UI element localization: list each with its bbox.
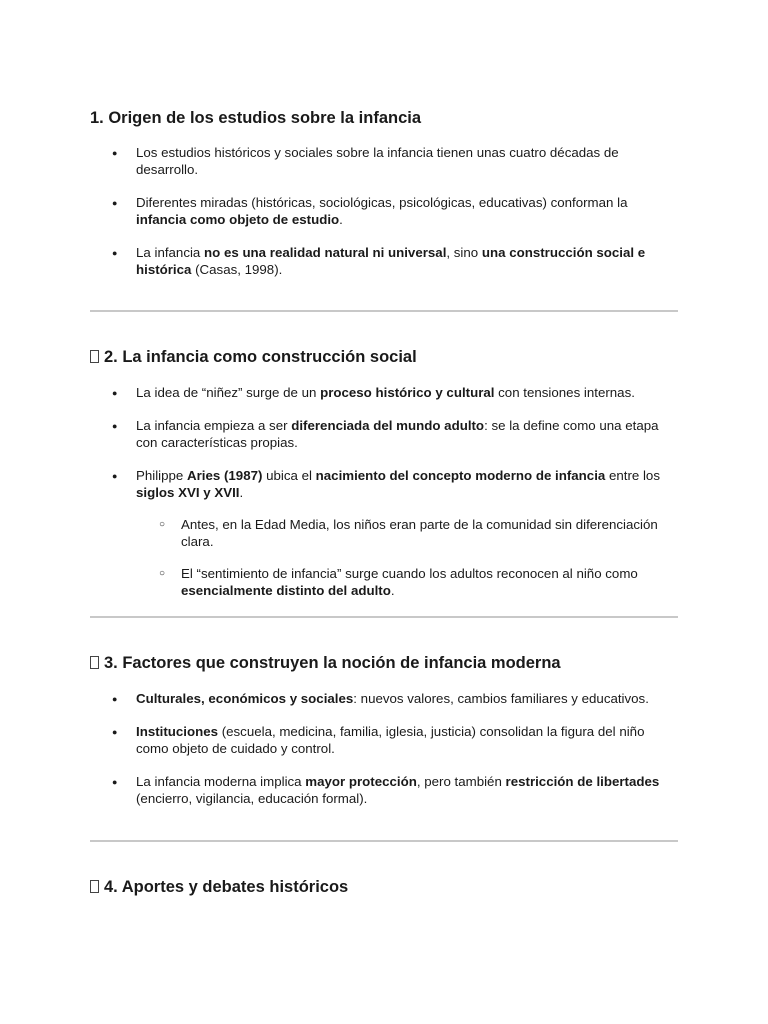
text-run: La idea de “niñez” surge de un — [136, 384, 321, 400]
missing-glyph-icon — [90, 350, 99, 363]
document-content — [90, 108, 678, 899]
section-construccion-social — [90, 347, 678, 599]
bold-text: mayor protección — [305, 774, 417, 790]
bullet-list — [90, 385, 678, 600]
bold-text: infancia como objeto de estudio — [136, 211, 340, 227]
text-run: entre los — [605, 468, 660, 484]
text-run: , sino — [446, 245, 482, 261]
bold-text: no es una realidad natural ni universal — [204, 245, 447, 261]
text-run: . — [339, 211, 343, 227]
list-item — [90, 385, 678, 402]
bullet-list — [90, 145, 678, 278]
text-run: La infancia — [136, 245, 205, 261]
text-run: , pero también — [416, 774, 506, 790]
text-run: La infancia empieza a ser — [136, 418, 292, 434]
text-run: : se la define como una etapa con características propias. — [136, 418, 659, 450]
section-factores — [90, 653, 678, 807]
bold-text: esencialmente distinto del adulto — [181, 582, 391, 598]
bold-text: diferenciada del mundo adulto — [291, 418, 485, 434]
list-item — [90, 245, 678, 278]
bold-text: Aries (1987) — [187, 468, 263, 484]
bold-text: una construcción social e histórica — [136, 245, 646, 277]
section-origen — [90, 108, 678, 278]
list-item — [90, 418, 678, 451]
bold-text: Instituciones — [136, 724, 219, 740]
bold-text: restricción de libertades — [505, 774, 660, 790]
missing-glyph-icon — [90, 656, 99, 669]
text-run: La infancia moderna implica — [136, 774, 306, 790]
sub-bullet-list — [136, 517, 678, 599]
text-run: : nuevos valores, cambios familiares y educativos. — [353, 690, 649, 706]
section-title: 2. La infancia como construcción social — [90, 347, 678, 368]
text-run: (escuela, medicina, familia, iglesia, justicia) consolidan la figura del niño como objeto de cuidado y control. — [136, 724, 645, 756]
bold-text: siglos XVI y XVII — [136, 484, 240, 500]
text-run: Antes, en la Edad Media, los niños eran parte de la comunidad sin diferenciación clara. — [181, 517, 658, 549]
text-run: (encierro, vigilancia, educación formal). — [136, 790, 368, 806]
bold-text: Culturales, económicos y sociales — [136, 690, 354, 706]
section-title: 4. Aportes y debates históricos — [90, 877, 678, 898]
text-run: con tensiones internas. — [494, 384, 635, 400]
bold-text: nacimiento del concepto moderno de infancia — [315, 468, 606, 484]
text-run: . — [390, 582, 395, 598]
sub-list-item — [136, 566, 678, 599]
text-run: . — [239, 484, 244, 500]
list-item — [90, 145, 678, 178]
text-run: Los estudios históricos y sociales sobre la infancia tienen unas cuatro décadas de desarrollo. — [136, 145, 619, 177]
list-item — [90, 691, 678, 708]
missing-glyph-icon — [90, 880, 99, 893]
list-item — [90, 468, 678, 599]
text-run: El “sentimiento de infancia” surge cuando los adultos reconocen al niño como — [181, 566, 638, 582]
bullet-list — [90, 691, 678, 808]
section-aportes — [90, 877, 678, 898]
section-title: 3. Factores que construyen la noción de infancia moderna — [90, 653, 678, 674]
list-item-text — [136, 468, 660, 500]
bold-text: proceso histórico y cultural — [320, 384, 495, 400]
list-item — [90, 774, 678, 807]
sub-list-item — [136, 517, 678, 550]
text-run: Diferentes miradas (históricas, sociológicas, psicológicas, educativas) conforman la — [136, 195, 628, 211]
text-run: (Casas, 1998). — [191, 261, 283, 277]
list-item — [90, 724, 678, 757]
text-run: Philippe — [136, 468, 188, 484]
list-item — [90, 195, 678, 228]
section-title: 1. Origen de los estudios sobre la infancia — [90, 109, 422, 127]
text-run: ubica el — [262, 468, 316, 484]
